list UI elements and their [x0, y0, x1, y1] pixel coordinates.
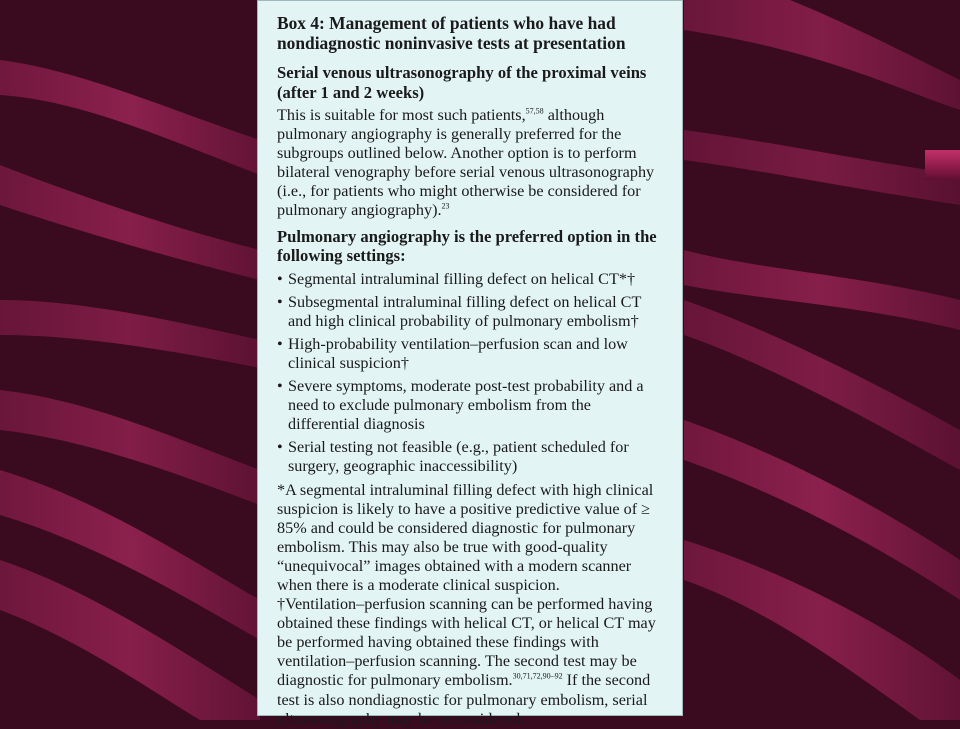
- list-item: [277, 270, 666, 289]
- list-item-text: High-probability ventilation–perfusion scan and low clinical suspicion†: [288, 334, 628, 372]
- paragraph-text-b: although pulmonary angiography is generally preferred for the subgroups outlined below. Another option is to perform bilateral venography before serial venous ultrasonography (i.e., for patients who might otherwise be considered for pulmonary angiography).: [277, 106, 655, 220]
- footnote-text-b: If the second test is also nondiagnostic for pulmonary embolism, serial ultrasonography may be reconsidered.: [277, 671, 651, 728]
- list-item: [277, 335, 666, 373]
- list-item-text: Serial testing not feasible (e.g., patient scheduled for surgery, geographic inaccessibility): [288, 438, 629, 476]
- list-item: [277, 293, 666, 331]
- footnote-asterisk: *A segmental intraluminal filling defect with high clinical suspicion is likely to have a positive predictive value of ≥ 85% and could be considered diagnostic for pulmonary embolism. This may also be true with good-quality “unequivocal” images obtained with a modern scanner when there is a moderate clinical suspicion.: [277, 480, 654, 594]
- management-box: [257, 0, 683, 728]
- reference-superscript: 57,58: [525, 106, 544, 116]
- section-paragraph-ultrasonography: [277, 106, 666, 221]
- list-item-text: Subsegmental intraluminal filling defect on helical CT and high clinical probability of pulmonary embolism†: [288, 292, 642, 330]
- bullet: •: [277, 292, 283, 311]
- list-item-text: Segmental intraluminal filling defect on helical CT*†: [288, 269, 636, 288]
- section-heading-ultrasonography: Serial venous ultrasonography of the proximal veins (after 1 and 2 weeks): [277, 63, 647, 102]
- angiography-settings-list: [277, 270, 666, 477]
- bullet: •: [277, 438, 283, 457]
- section-heading-angiography: Pulmonary angiography is the preferred option in the following settings:: [277, 226, 657, 266]
- list-item-text: Severe symptoms, moderate post-test probability and a need to exclude pulmonary embolism from the differential diagnosis: [288, 377, 644, 434]
- side-tab-decoration: [925, 150, 960, 180]
- bullet: •: [277, 334, 283, 353]
- bullet: •: [277, 269, 283, 288]
- reference-superscript: 30,71,72,90–92: [512, 672, 563, 682]
- box-title: Box 4: Management of patients who have had nondiagnostic noninvasive tests at presentation: [277, 13, 626, 53]
- list-item: [277, 438, 666, 476]
- footnote-dagger: [277, 595, 666, 729]
- footnote-text-a: †Ventilation–perfusion scanning can be performed having obtained these findings with helical CT, or helical CT may be performed having obtained these findings with ventilation–perfusion scanning. The second test may be diagnostic for pulmonary embolism.: [277, 595, 656, 690]
- reference-superscript: 23: [441, 202, 450, 212]
- list-item: [277, 377, 666, 434]
- paragraph-text-a: This is suitable for most such patients,: [277, 106, 526, 124]
- bullet: •: [277, 377, 283, 396]
